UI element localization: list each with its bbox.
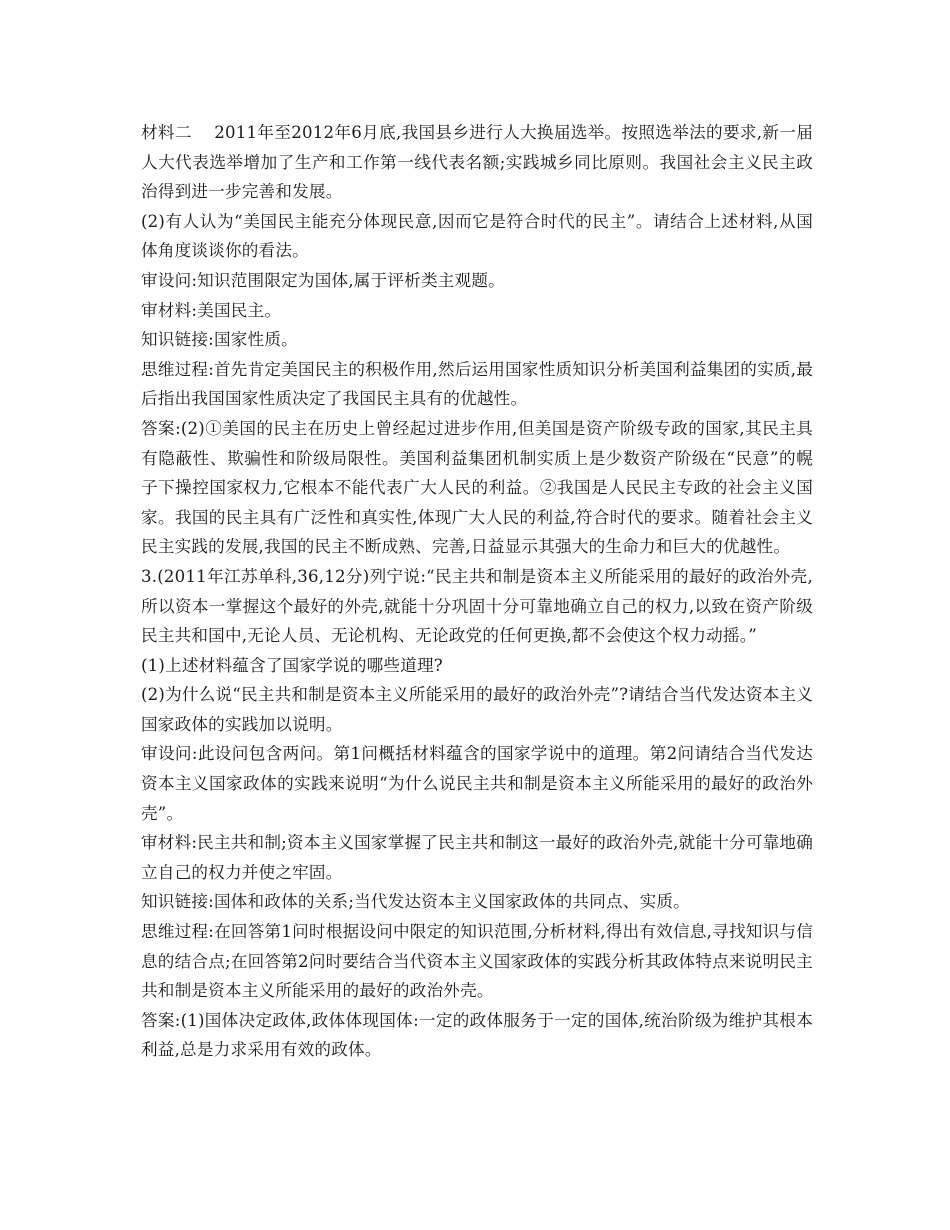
analyze-material-paragraph: 审材料:美国民主。: [141, 300, 282, 320]
document-page: [141, 118, 813, 1065]
analyze-question-paragraph: 审设问:知识范围限定为国体,属于评析类主观题。: [141, 270, 505, 290]
sub-question-2-paragraph: (2)为什么说“民主共和制是资本主义所能采用的最好的政治外壳”?请结合当代发达资本主义国家政体的实践加以说明。: [141, 685, 813, 734]
sub-question-1-paragraph: (1)上述材料蕴含了国家学说的哪些道理?: [141, 655, 443, 675]
analyze-material-paragraph-2: 审材料:民主共和制;资本主义国家掌握了民主共和制这一最好的政治外壳,就能十分可靠地确立自己的权力并使之牢固。: [141, 833, 814, 882]
thinking-process-paragraph-2: 思维过程:在回答第1问时根据设问中限定的知识范围,分析材料,得出有效信息,寻找知识与信息的结合点;在回答第2问时要结合当代资本主义国家政体的实践分析其政体特点来说明民主共和制是资本主义所能采用的最好的政治外壳。: [141, 922, 813, 1001]
analyze-question-paragraph-2: 审设问:此设问包含两问。第1问概括材料蕴含的国家学说中的道理。第2问请结合当代发达资本主义国家政体的实践来说明“为什么说民主共和制是资本主义所能采用的最好的政治外壳”。: [141, 744, 813, 823]
knowledge-link-paragraph: 知识链接:国家性质。: [141, 330, 298, 350]
knowledge-link-paragraph-2: 知识链接:国体和政体的关系;当代发达资本主义国家政体的共同点、实质。: [141, 892, 690, 912]
material-two-paragraph: 材料二 2011年至2012年6月底,我国县乡进行人大换届选举。按照选举法的要求,新一届人大代表选举增加了生产和工作第一线代表名额;实践城乡同比原则。我国社会主义民主政治得到进一步完善和发展。: [141, 123, 813, 202]
answer-paragraph: 答案:(2)①美国的民主在历史上曾经起过进步作用,但美国是资产阶级专政的国家,其民主具有隐蔽性、欺骗性和阶级局限性。美国利益集团机制实质上是少数资产阶级在“民意”的幌子下操控国家权力,它根本不能代表广大人民的利益。②我国是人民民主专政的社会主义国家。我国的民主具有广泛性和真实性,体现广大人民的利益,符合时代的要求。随着社会主义民主实践的发展,我国的民主不断成熟、完善,日益显示其强大的生命力和巨大的优越性。: [141, 418, 813, 557]
thinking-process-paragraph: 思维过程:首先肯定美国民主的积极作用,然后运用国家性质知识分析美国利益集团的实质,最后指出我国国家性质决定了我国民主具有的优越性。: [141, 359, 813, 409]
answer-paragraph-2: 答案:(1)国体决定政体,政体体现国体:一定的政体服务于一定的国体,统治阶级为维护其根本利益,总是力求采用有效的政体。: [141, 1010, 813, 1060]
question-3-paragraph: 3.(2011年江苏单科,36,12分)列宁说:“民主共和制是资本主义所能采用的最好的政治外壳,所以资本一掌握这个最好的外壳,就能十分巩固十分可靠地确立自己的权力,以致在资产阶级民主共和国中,无论人员、无论机构、无论政党的任何更换,都不会使这个权力动摇。”: [141, 566, 813, 646]
question-2-paragraph: (2)有人认为“美国民主能充分体现民意,因而它是符合时代的民主”。请结合上述材料,从国体角度谈谈你的看法。: [141, 211, 813, 261]
